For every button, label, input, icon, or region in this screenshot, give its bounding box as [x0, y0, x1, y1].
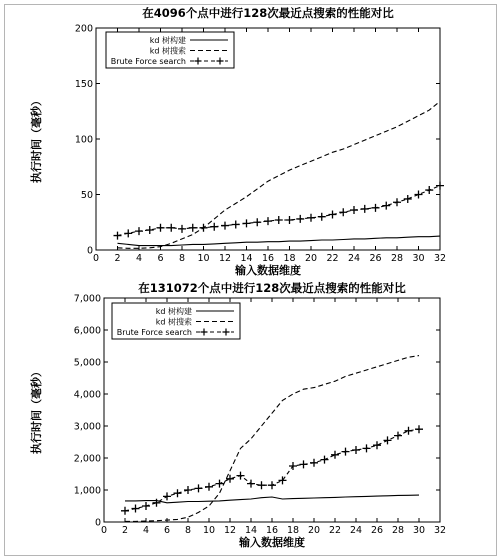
y-tick-label: 50	[80, 190, 93, 201]
data-point-marker	[232, 220, 240, 228]
y-tick-label: 200	[74, 23, 93, 35]
legend-label: kd 树构建	[155, 307, 192, 316]
x-tick-label: 12	[223, 525, 237, 536]
data-point-marker	[307, 214, 315, 222]
legend-label: Brute Force search	[110, 57, 186, 66]
data-point-marker	[425, 186, 433, 194]
data-point-marker	[321, 456, 329, 464]
legend-label: kd 树构建	[149, 36, 186, 45]
y-tick-label: 4,000	[73, 389, 101, 401]
y-tick-label: 3,000	[73, 421, 101, 433]
x-tick-label: 8	[178, 253, 186, 264]
x-tick-label: 22	[326, 253, 339, 264]
y-tick-label: 7,000	[73, 293, 101, 305]
data-point-marker	[289, 462, 297, 470]
x-tick-label: 24	[347, 253, 361, 264]
legend-label: kd 树搜索	[155, 317, 192, 327]
data-point-marker	[184, 486, 192, 494]
x-tick-label: 18	[283, 253, 296, 264]
x-tick-label: 32	[433, 525, 447, 536]
data-point-marker	[264, 217, 272, 225]
x-tick-label: 26	[370, 525, 384, 536]
x-tick-label: 28	[391, 525, 405, 536]
y-axis-label: 执行时间（毫秒）	[30, 366, 43, 454]
x-tick-label: 14	[244, 525, 258, 536]
y-axis-label: 执行时间（毫秒）	[30, 95, 43, 183]
data-point-marker	[174, 489, 182, 497]
x-tick-label: 0	[100, 525, 108, 536]
data-point-marker	[331, 451, 339, 459]
data-point-marker	[268, 481, 276, 489]
x-tick-label: 6	[157, 253, 164, 264]
x-tick-label: 2	[121, 525, 129, 536]
data-point-marker	[205, 483, 213, 491]
chart-title: 在4096个点中进行128次最近点搜索的性能对比	[142, 6, 394, 20]
chart-1	[29, 6, 446, 277]
y-tick-label: 150	[74, 79, 93, 90]
data-point-marker	[372, 204, 380, 212]
legend-label: Brute Force search	[116, 328, 192, 337]
x-tick-label: 12	[218, 253, 232, 264]
x-tick-label: 6	[163, 525, 171, 536]
data-point-marker	[275, 216, 283, 224]
x-tick-label: 8	[184, 525, 192, 536]
x-tick-label: 32	[433, 253, 447, 264]
data-point-marker	[153, 499, 161, 507]
series-line-3	[125, 429, 419, 511]
data-point-marker	[310, 459, 318, 467]
data-point-marker	[405, 427, 413, 435]
series-line-2	[118, 101, 441, 248]
data-point-marker	[146, 226, 154, 234]
data-point-marker	[384, 436, 392, 444]
data-point-marker	[195, 484, 203, 492]
data-point-marker	[200, 224, 208, 232]
data-point-marker	[296, 215, 304, 223]
data-point-marker	[300, 460, 308, 468]
series-line-3	[118, 186, 441, 236]
x-axis-label: 输入数据维度	[235, 264, 301, 277]
data-point-marker	[247, 480, 255, 488]
y-tick-label: 0	[94, 517, 101, 529]
x-tick-label: 26	[369, 253, 382, 264]
data-point-marker	[157, 224, 165, 232]
data-point-marker	[394, 432, 402, 440]
data-point-marker	[142, 502, 150, 510]
x-tick-label: 10	[197, 253, 210, 264]
x-tick-label: 2	[114, 253, 121, 264]
x-tick-label: 0	[92, 253, 100, 264]
legend-label: kd 树搜索	[149, 46, 186, 56]
x-tick-label: 16	[261, 253, 275, 264]
data-point-marker	[167, 224, 175, 232]
data-point-marker	[258, 481, 266, 489]
data-point-marker	[342, 448, 350, 456]
x-tick-label: 20	[304, 253, 318, 264]
data-point-marker	[132, 505, 140, 513]
x-tick-label: 10	[202, 525, 216, 536]
chart-2	[29, 281, 446, 549]
data-point-marker	[318, 213, 326, 221]
data-point-marker	[352, 446, 360, 454]
data-point-marker	[178, 225, 186, 233]
x-tick-label: 24	[349, 525, 363, 536]
data-point-marker	[415, 191, 423, 199]
data-point-marker	[329, 210, 337, 218]
data-point-marker	[363, 444, 371, 452]
data-point-marker	[221, 222, 229, 230]
data-point-marker	[210, 223, 218, 231]
y-tick-label: 1,000	[73, 485, 101, 497]
y-tick-label: 6,000	[73, 325, 101, 337]
data-point-marker	[393, 198, 401, 206]
series-line-1	[118, 236, 441, 246]
data-point-marker	[216, 480, 224, 488]
data-point-marker	[350, 206, 358, 214]
data-point-marker	[415, 425, 423, 433]
data-point-marker	[361, 205, 369, 213]
y-tick-label: 100	[74, 134, 93, 146]
data-point-marker	[286, 216, 294, 224]
x-tick-label: 28	[390, 253, 404, 264]
x-tick-label: 4	[135, 253, 143, 264]
data-point-marker	[436, 182, 444, 190]
y-tick-label: 0	[86, 245, 93, 257]
data-point-marker	[382, 202, 390, 210]
data-point-marker	[237, 472, 245, 480]
data-point-marker	[135, 227, 143, 235]
x-tick-label: 14	[240, 253, 253, 264]
data-point-marker	[121, 507, 129, 515]
data-point-marker	[114, 232, 122, 240]
x-tick-label: 30	[412, 525, 426, 536]
x-tick-label: 20	[307, 525, 321, 536]
y-tick-label: 5,000	[73, 357, 101, 369]
data-point-marker	[189, 224, 197, 232]
chart-title: 在131072个点中进行128次最近点搜索的性能对比	[138, 281, 406, 295]
data-point-marker	[279, 476, 287, 484]
data-point-marker	[373, 441, 381, 449]
x-axis-label: 输入数据维度	[239, 536, 305, 549]
y-tick-label: 2,000	[73, 453, 101, 465]
x-tick-label: 4	[142, 525, 150, 536]
data-point-marker	[404, 195, 412, 203]
x-tick-label: 30	[412, 253, 425, 264]
data-point-marker	[253, 218, 261, 226]
data-point-marker	[124, 229, 132, 237]
x-tick-label: 22	[328, 525, 342, 536]
data-point-marker	[243, 219, 251, 227]
data-point-marker	[339, 208, 347, 216]
data-point-marker	[163, 492, 171, 500]
x-tick-label: 18	[286, 525, 300, 536]
x-tick-label: 16	[265, 525, 279, 536]
